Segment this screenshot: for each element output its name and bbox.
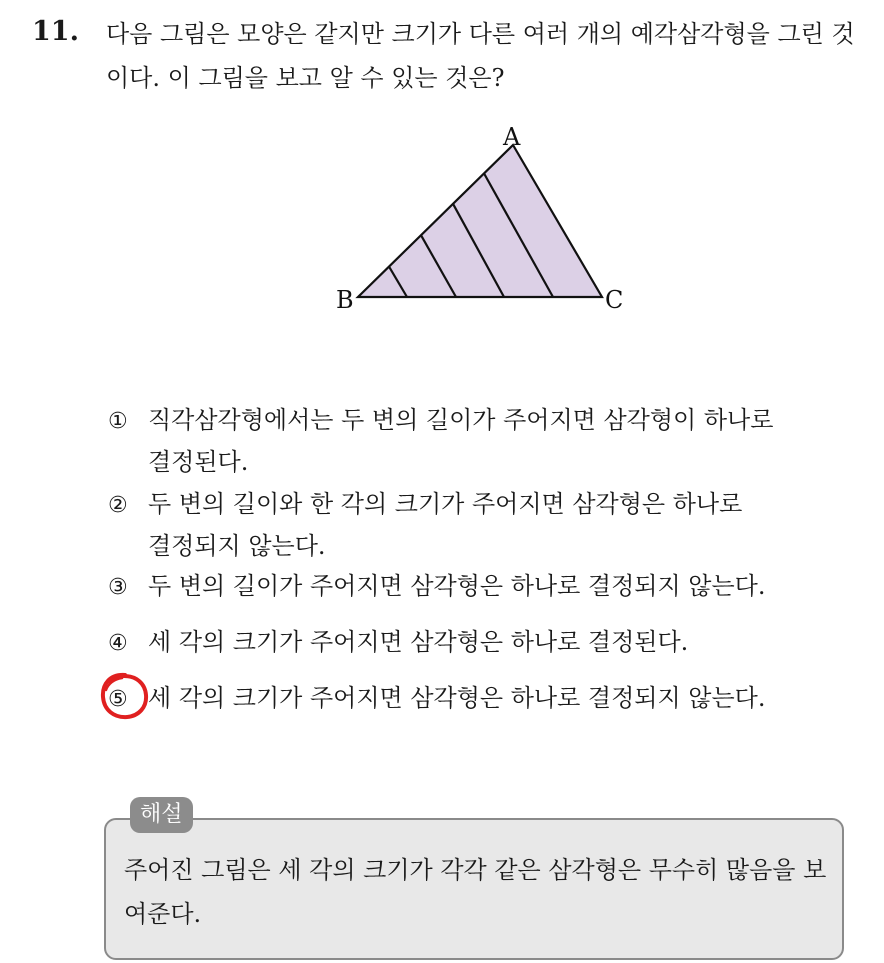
choice-1[interactable] (108, 400, 848, 482)
choice-4[interactable] (108, 622, 848, 664)
choice-1-text-line1: 직각삼각형에서는 두 변의 길이가 주어지면 삼각형이 하나로 (148, 406, 774, 434)
choice-5[interactable] (108, 678, 848, 720)
choice-5-mark: ⑤ (108, 687, 128, 712)
choice-2[interactable] (108, 484, 848, 566)
vertex-b-label: B (336, 286, 354, 314)
explanation-text: 주어진 그림은 세 각의 크기가 각각 같은 삼각형은 무수히 많음을 보여준다. (124, 856, 827, 928)
explanation-label: 해설 (130, 797, 193, 833)
vertex-c-label: C (605, 286, 624, 314)
choice-3-mark: ③ (108, 575, 128, 600)
choice-3-text: 두 변의 길이가 주어지면 삼각형은 하나로 결정되지 않는다. (148, 572, 766, 600)
question-text: 다음 그림은 모양은 같지만 크기가 다른 여러 개의 예각삼각형을 그린 것이다. 이 그림을 보고 알 수 있는 것은? (106, 20, 855, 92)
choice-3[interactable] (108, 566, 848, 608)
vertex-a-label: A (503, 123, 521, 151)
choice-1-text-line2: 결정된다. (148, 448, 249, 476)
choice-5-selected-mark (108, 678, 148, 720)
choice-5-text: 세 각의 크기가 주어지면 삼각형은 하나로 결정되지 않는다. (148, 684, 766, 712)
choice-2-text-line1: 두 변의 길이와 한 각의 크기가 주어지면 삼각형은 하나로 (148, 490, 743, 518)
choice-2-text-line2: 결정되지 않는다. (148, 532, 326, 560)
choice-4-text: 세 각의 크기가 주어지면 삼각형은 하나로 결정된다. (148, 628, 689, 656)
choice-4-mark: ④ (108, 631, 128, 656)
choice-1-mark: ① (108, 409, 128, 434)
triangle-figure (320, 115, 640, 320)
question-number: 11. (32, 16, 79, 47)
choice-2-mark: ② (108, 493, 128, 518)
triangle-diagram (320, 115, 640, 320)
red-circle-icon (98, 670, 152, 722)
